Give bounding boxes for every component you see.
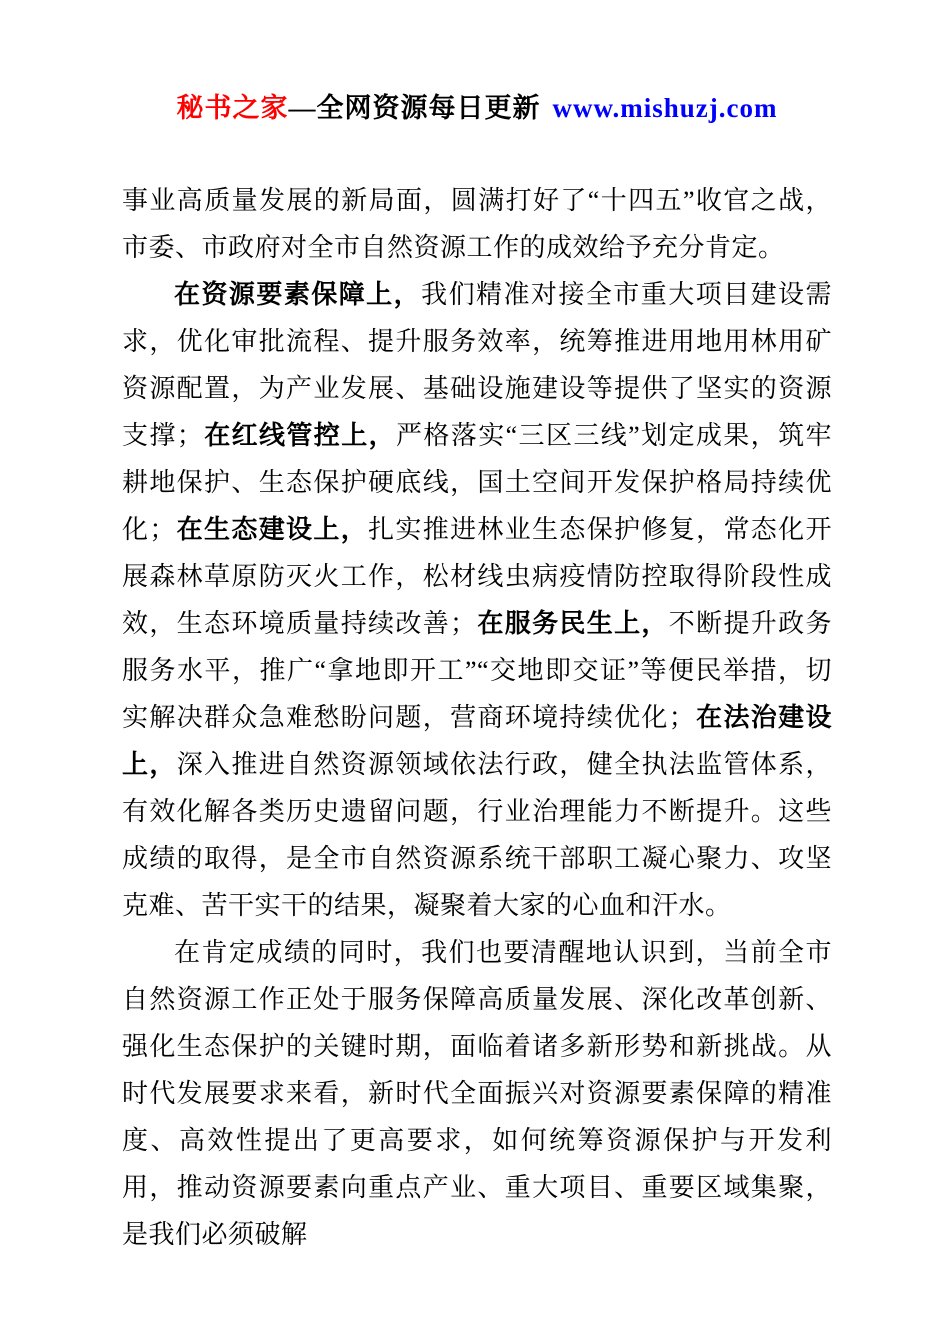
site-name: 秘书之家 (176, 93, 289, 123)
text-run: 不断提升政务服务水平，推广“拿地即开工”“交地即交证”等便民举措，切实解决群众急难愁盼问题，营商环境持续优化； (122, 609, 832, 732)
paragraph-achievements (122, 271, 832, 929)
text-run: 我们精准对接全市重大项目建设需求，优化审批流程、提升服务效率，统筹推进用地用林用矿资源配置，为产业发展、基础设施建设等提供了坚实的资源支撑； (122, 280, 832, 450)
text-run-bold: 在生态建设上， (175, 515, 369, 544)
text-run-bold: 在法治建设上， (122, 703, 832, 779)
text-run: 扎实推进林业生态保护修复，常态化开展森林草原防灭火工作，松材线虫病疫情防控取得阶段性成效，生态环境质量持续改善； (122, 515, 832, 638)
site-header (122, 86, 832, 125)
text-run-bold: 在服务民生上， (476, 609, 669, 638)
text-run: 严格落实“三区三线”划定成果，筑牢耕地保护、生态保护硬底线，国土空间开发保护格局持续优化； (122, 421, 832, 544)
site-tagline: —全网资源每日更新 (288, 93, 541, 123)
text-run: 事业高质量发展的新局面，圆满打好了“十四五”收官之战，市委、市政府对全市自然资源工作的成效给予充分肯定。 (122, 186, 832, 262)
paragraph-challenges (122, 929, 832, 1258)
paragraph-conclusion-carryover (122, 177, 832, 271)
text-run-bold: 在资源要素保障上， (174, 280, 422, 309)
site-url-link[interactable]: www.mishuzj.com (552, 93, 778, 123)
text-run: 在肯定成绩的同时，我们也要清醒地认识到，当前全市自然资源工作正处于服务保障高质量发展、深化改革创新、强化生态保护的关键时期，面临着诸多新形势和新挑战。从时代发展要求来看，新时代全面振兴对资源要素保障的精准度、高效性提出了更高要求，如何统筹资源保护与开发利用，推动资源要素向重点产业、重大项目、重要区域集聚，是我们必须破解 (122, 938, 832, 1249)
text-run: 深入推进自然资源领域依法行政，健全执法监管体系，有效化解各类历史遗留问题，行业治理能力不断提升。这些成绩的取得，是全市自然资源系统干部职工凝心聚力、攻坚克难、苦干实干的结果，凝聚着大家的心血和汗水。 (122, 750, 832, 920)
document-body (122, 177, 832, 1258)
text-run-bold: 在红线管控上， (203, 421, 397, 450)
